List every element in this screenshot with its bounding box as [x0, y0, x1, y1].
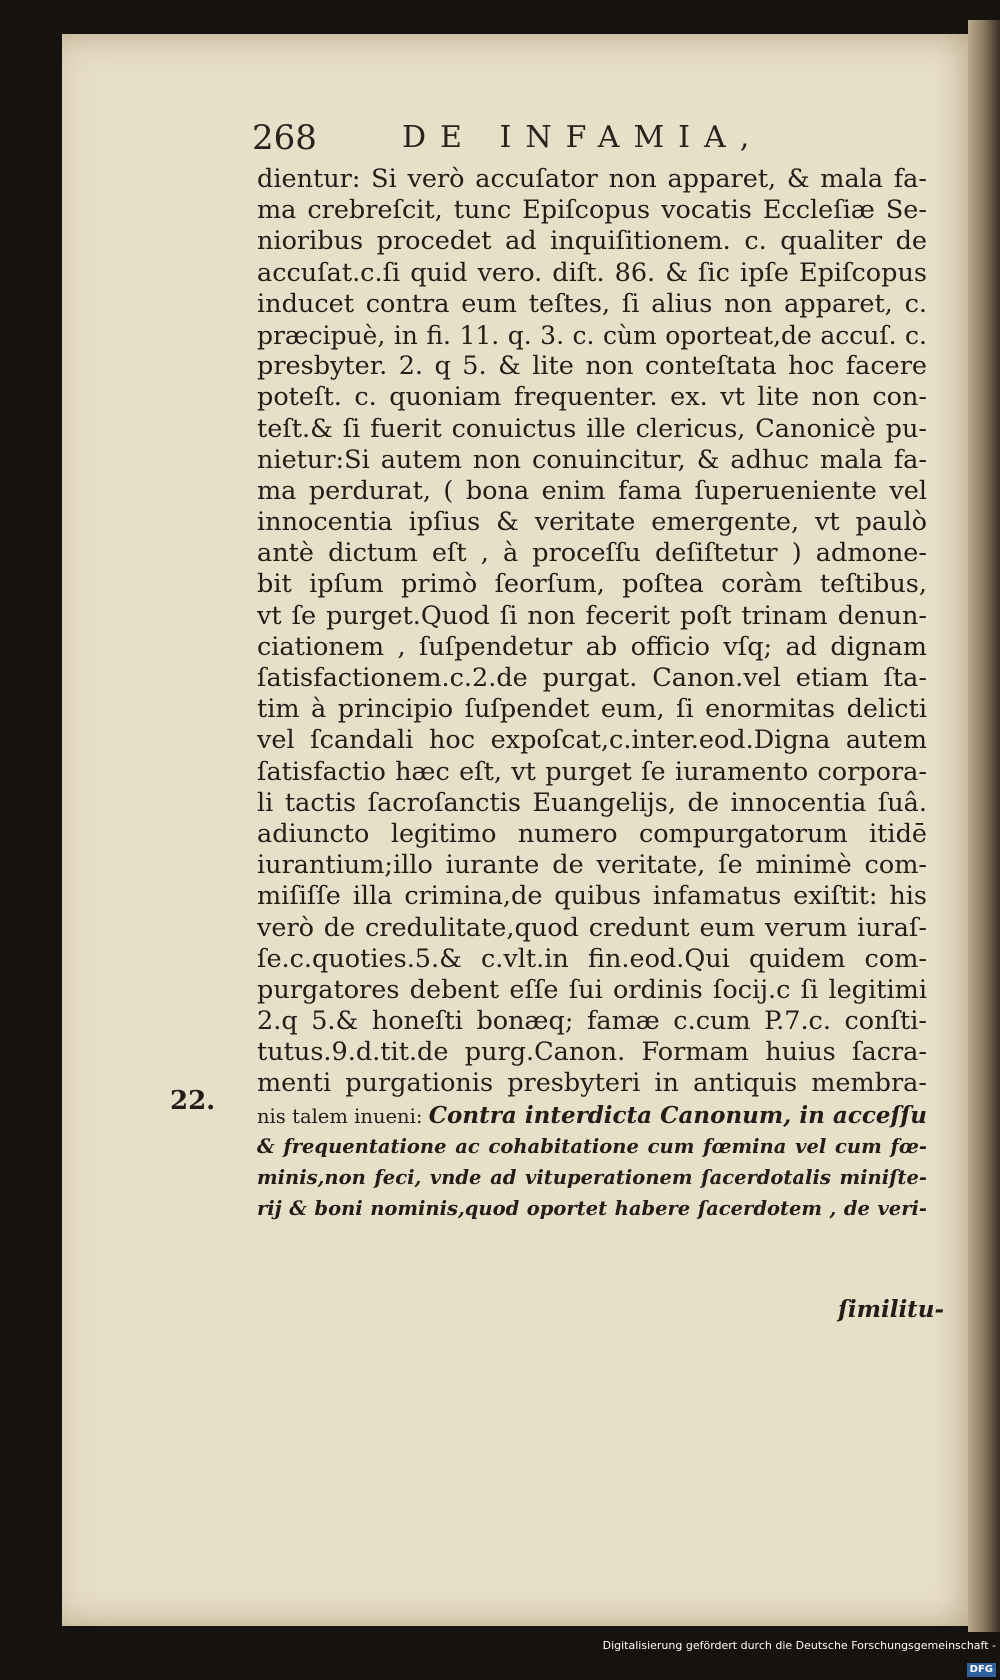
running-title: DE INFAMIA, [402, 120, 764, 155]
text-line: ma crebreſcit, tunc Epiſcopus vocatis Eccleſiæ Se- [257, 195, 927, 226]
text-line: inducet contra eum teſtes, ſi alius non apparet, c. [257, 288, 927, 319]
text-line: presbyter. 2. q 5. & lite non conteſtata hoc facere [257, 351, 927, 382]
book-spine [968, 20, 1000, 1632]
text-line: accuſat.c.ſi quid vero. diſt. 86. & ſic ipſe Epiſcopus [257, 257, 927, 288]
text-line: ſe.c.quoties.5.& c.vlt.in fin.eod.Qui quidem com- [257, 943, 927, 974]
text-line: menti purgationis presbyteri in antiquis membra- [257, 1068, 927, 1099]
text-line: miſiſſe illa crimina,de quibus infamatus exiſtit: his [257, 881, 927, 912]
text-line: adiuncto legitimo numero compurgatorum itidē [257, 818, 927, 849]
text-line: vel ſcandali hoc expoſcat,c.inter.eod.Digna autem [257, 725, 927, 756]
text-line: tim à principio ſuſpendet eum, ſi enormitas delicti [257, 694, 927, 725]
body-text [257, 164, 927, 1224]
italic-line: & frequentatione ac cohabitatione cum fœmina vel cum fœ- [257, 1134, 927, 1158]
catchword: ſimilitu- [838, 1296, 945, 1323]
text-line-mixed [257, 1100, 927, 1131]
text-line: poteſt. c. quoniam frequenter. ex. vt lite non con- [257, 382, 927, 413]
text-line: teſt.& ſi fuerit conuictus ille clericus, Canonicè pu- [257, 413, 927, 444]
text-line: dientur: Si verò accuſator non apparet, & mala fa- [257, 164, 927, 194]
text-line: li tactis ſacroſanctis Euangelijs, de innocentia ſuâ. [257, 787, 927, 818]
page-header [252, 118, 932, 166]
footer-credit: Digitalisierung gefördert durch die Deutsche Forschungsgemeinschaft - [602, 1639, 996, 1652]
text-line: præcipuè, in fi. 11. q. 3. c. cùm oporteat,de accuſ. c. [257, 320, 927, 350]
text-line: ma perdurat, ( bona enim fama ſuperueniente vel [257, 475, 927, 506]
text-line: bit ipſum primò ſeorſum, poſtea coràm teſtibus, [257, 569, 927, 600]
text-line: nioribus procedet ad inquiſitionem. c. qualiter de [257, 226, 927, 257]
text-line: vt ſe purget.Quod ſi non fecerit poſt trinam denun- [257, 600, 927, 631]
text-line: verò de credulitate,quod credunt eum verum iuraſ- [257, 912, 927, 943]
text-line: ſatisfactio hæc eſt, vt purget ſe iuramento corpora- [257, 756, 927, 787]
text-line: nietur:Si autem non conuincitur, & adhuc mala fa- [257, 444, 927, 475]
folio-number: 268 [252, 118, 317, 158]
text-line: ciationem , ſuſpendetur ab officio vſq; ad dignam [257, 631, 927, 662]
text-line: antè dictum eſt , à proceſſu deſiſtetur ) admone- [257, 538, 927, 569]
digitization-footer [600, 1634, 1000, 1675]
text-line: iurantium;illo iurante de veritate, ſe minimè com- [257, 850, 927, 881]
text-line: tutus.9.d.tit.de purg.Canon. Formam huius ſacra- [257, 1037, 927, 1068]
text-line: ſatisfactionem.c.2.de purgat. Canon.vel etiam ſta- [257, 663, 927, 693]
italic-line: rij & boni nominis,quod oportet habere ſacerdotem , de veri- [257, 1197, 927, 1221]
text-line: innocentia ipſius & veritate emergente, vt paulò [257, 507, 927, 538]
dfg-logo: DFG [967, 1663, 996, 1677]
text-segment: nis talem inueni: [257, 1104, 423, 1128]
text-line: 2.q 5.& honeſti bonæq; famæ c.cum P.7.c. conſti- [257, 1006, 927, 1037]
text-line: purgatores debent eſſe ſui ordinis ſocij.c ſi legitimi [257, 974, 927, 1005]
italic-segment: Contra interdicta Canonum, in acceſſu [428, 1101, 927, 1129]
margin-note: 22. [170, 1086, 216, 1116]
italic-line: minis,non feci, vnde ad vituperationem ſacerdotalis miniſte- [257, 1166, 927, 1189]
